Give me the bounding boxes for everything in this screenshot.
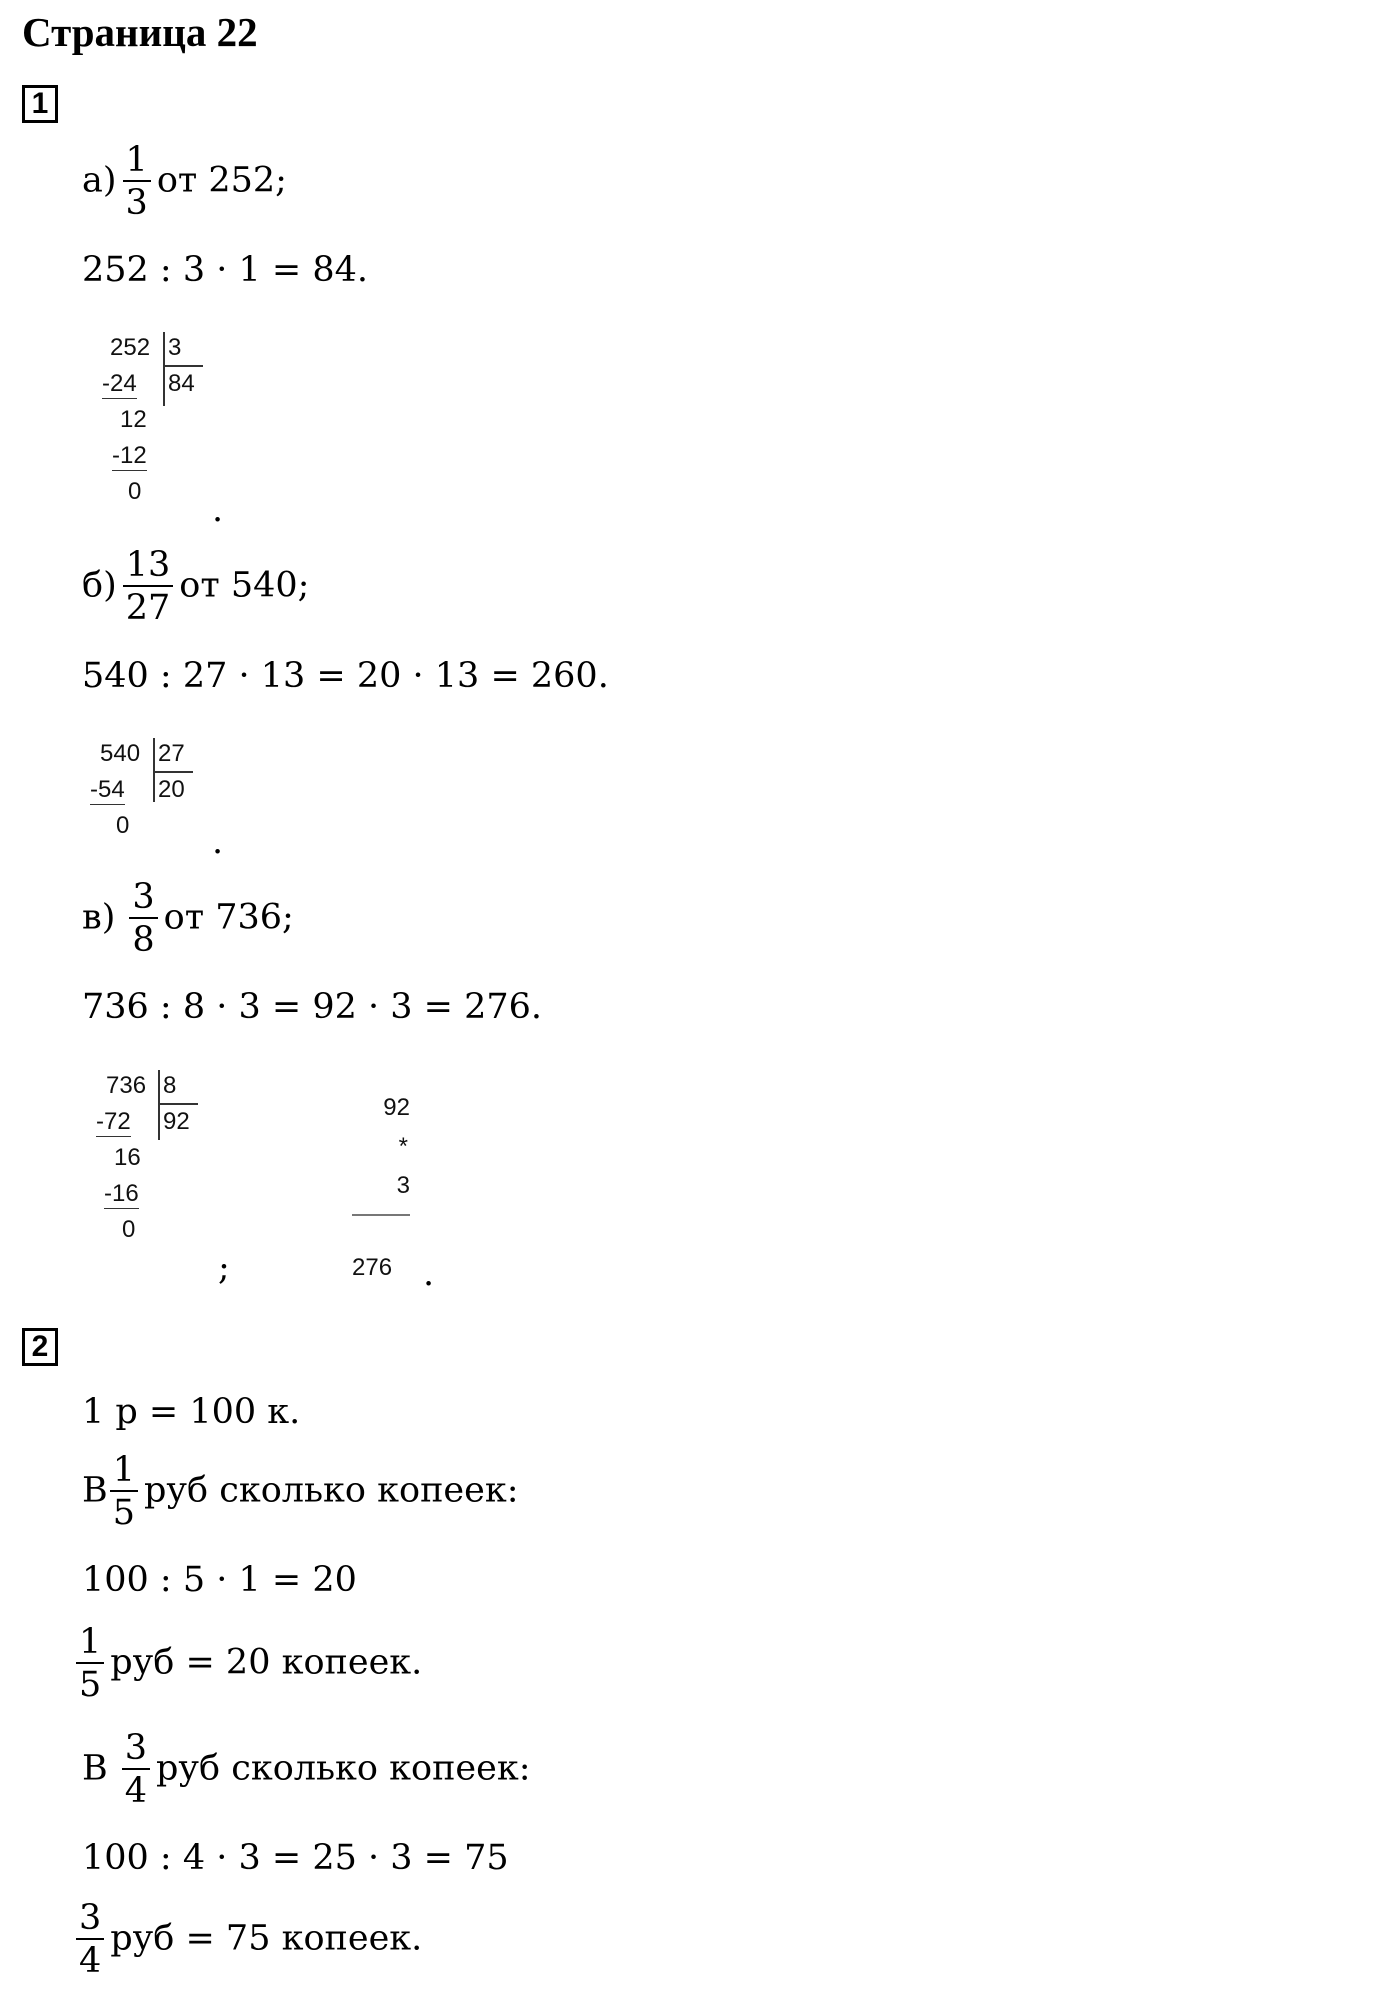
question-prefix: В <box>82 1470 108 1511</box>
division-divisor: 27 <box>158 740 185 767</box>
task-1b-expression <box>82 545 309 629</box>
task-1a-prefix: а) <box>82 160 117 201</box>
answer-suffix: руб = 75 копеек. <box>110 1918 423 1959</box>
end-mark: . <box>423 1254 435 1294</box>
task-2-question-1 <box>82 1450 519 1534</box>
division-subtrahend: -54 <box>90 776 125 803</box>
task-2-equation-1: 100 : 5 · 1 = 20 <box>82 1560 357 1600</box>
task-1b-suffix: от 540; <box>179 565 310 606</box>
task-2-question-2 <box>82 1728 531 1812</box>
fraction <box>76 1622 104 1706</box>
division-vertical-bar <box>158 1070 160 1140</box>
end-mark: . <box>212 490 224 530</box>
division-vertical-bar <box>153 738 155 802</box>
division-quotient: 92 <box>163 1108 190 1135</box>
division-divisor: 3 <box>168 334 182 361</box>
division-divisor-line <box>153 771 193 773</box>
question-suffix: руб сколько копеек: <box>156 1748 531 1789</box>
task-1c-prefix: в) <box>82 897 116 938</box>
fraction <box>110 1450 138 1534</box>
fraction-denominator: 27 <box>125 588 171 628</box>
division-dividend: 252 <box>110 334 151 361</box>
end-mark: . <box>212 822 224 862</box>
fraction-numerator: 1 <box>76 1622 104 1664</box>
task-1a-suffix: от 252; <box>156 160 287 201</box>
fraction-denominator: 8 <box>132 920 155 960</box>
fraction-numerator: 1 <box>110 1450 138 1492</box>
question-suffix: руб сколько копеек: <box>144 1470 519 1511</box>
division-remainder: 0 <box>116 812 130 839</box>
division-divisor-line <box>163 365 203 367</box>
division-subtrahend: -16 <box>104 1180 139 1207</box>
division-remainder: 0 <box>122 1216 136 1243</box>
multiplication-result: 276 <box>352 1254 393 1281</box>
fraction-numerator: 3 <box>129 877 157 919</box>
task-1b-equation: 540 : 27 · 13 = 20 · 13 = 260. <box>82 656 609 696</box>
task-1-number: 1 <box>22 85 58 123</box>
division-divisor: 8 <box>163 1072 177 1099</box>
fraction-denominator: 5 <box>112 1493 136 1533</box>
fraction-denominator: 5 <box>79 1665 102 1705</box>
page-title: Страница 22 <box>22 9 258 55</box>
division-quotient: 20 <box>158 776 185 803</box>
division-quotient: 84 <box>168 370 195 397</box>
task-2-equation-2: 100 : 4 · 3 = 25 · 3 = 75 <box>82 1838 509 1878</box>
fraction-numerator: 3 <box>76 1898 104 1940</box>
division-subtrahend: -72 <box>96 1108 131 1135</box>
fraction-numerator: 1 <box>123 140 151 182</box>
answer-suffix: руб = 20 копеек. <box>110 1642 423 1683</box>
fraction-denominator: 4 <box>79 1941 102 1981</box>
fraction-denominator: 4 <box>124 1771 148 1811</box>
division-end-mark: ; <box>218 1248 230 1288</box>
task-1c-equation: 736 : 8 · 3 = 92 · 3 = 276. <box>82 987 543 1027</box>
task-1a-equation: 252 : 3 · 1 = 84. <box>82 250 368 290</box>
division-remainder: 12 <box>120 406 147 433</box>
division-subtrahend: -24 <box>102 370 137 397</box>
fraction-numerator: 3 <box>122 1728 150 1770</box>
division-dividend: 540 <box>100 740 141 767</box>
task-1c-expression <box>82 877 294 961</box>
task-1b-prefix: б) <box>82 565 117 606</box>
fraction <box>123 545 174 629</box>
task-1c-suffix: от 736; <box>163 897 294 938</box>
division-remainder: 16 <box>114 1144 141 1171</box>
fraction <box>122 1728 150 1812</box>
division-divisor-line <box>158 1103 198 1105</box>
fraction-numerator: 13 <box>123 545 174 587</box>
fraction <box>129 877 157 961</box>
task-2-answer-2 <box>76 1898 422 1982</box>
question-prefix: В <box>82 1748 108 1789</box>
division-vertical-bar <box>163 332 165 406</box>
task-2-answer-1 <box>76 1622 422 1706</box>
task-1a-expression <box>82 140 287 224</box>
multiplication-top: 92 <box>383 1094 410 1121</box>
multiplication-operator: * <box>398 1133 408 1160</box>
division-subtrahend: -12 <box>112 442 147 469</box>
fraction <box>76 1898 104 1982</box>
task-2-number: 2 <box>22 1328 58 1366</box>
fraction <box>123 140 151 224</box>
division-dividend: 736 <box>106 1072 147 1099</box>
multiplication-line <box>352 1214 410 1216</box>
division-remainder: 0 <box>128 478 142 505</box>
fraction-denominator: 3 <box>125 183 148 223</box>
multiplication-bottom: 3 <box>396 1172 410 1199</box>
task-2-line-1: 1 р = 100 к. <box>82 1392 301 1432</box>
